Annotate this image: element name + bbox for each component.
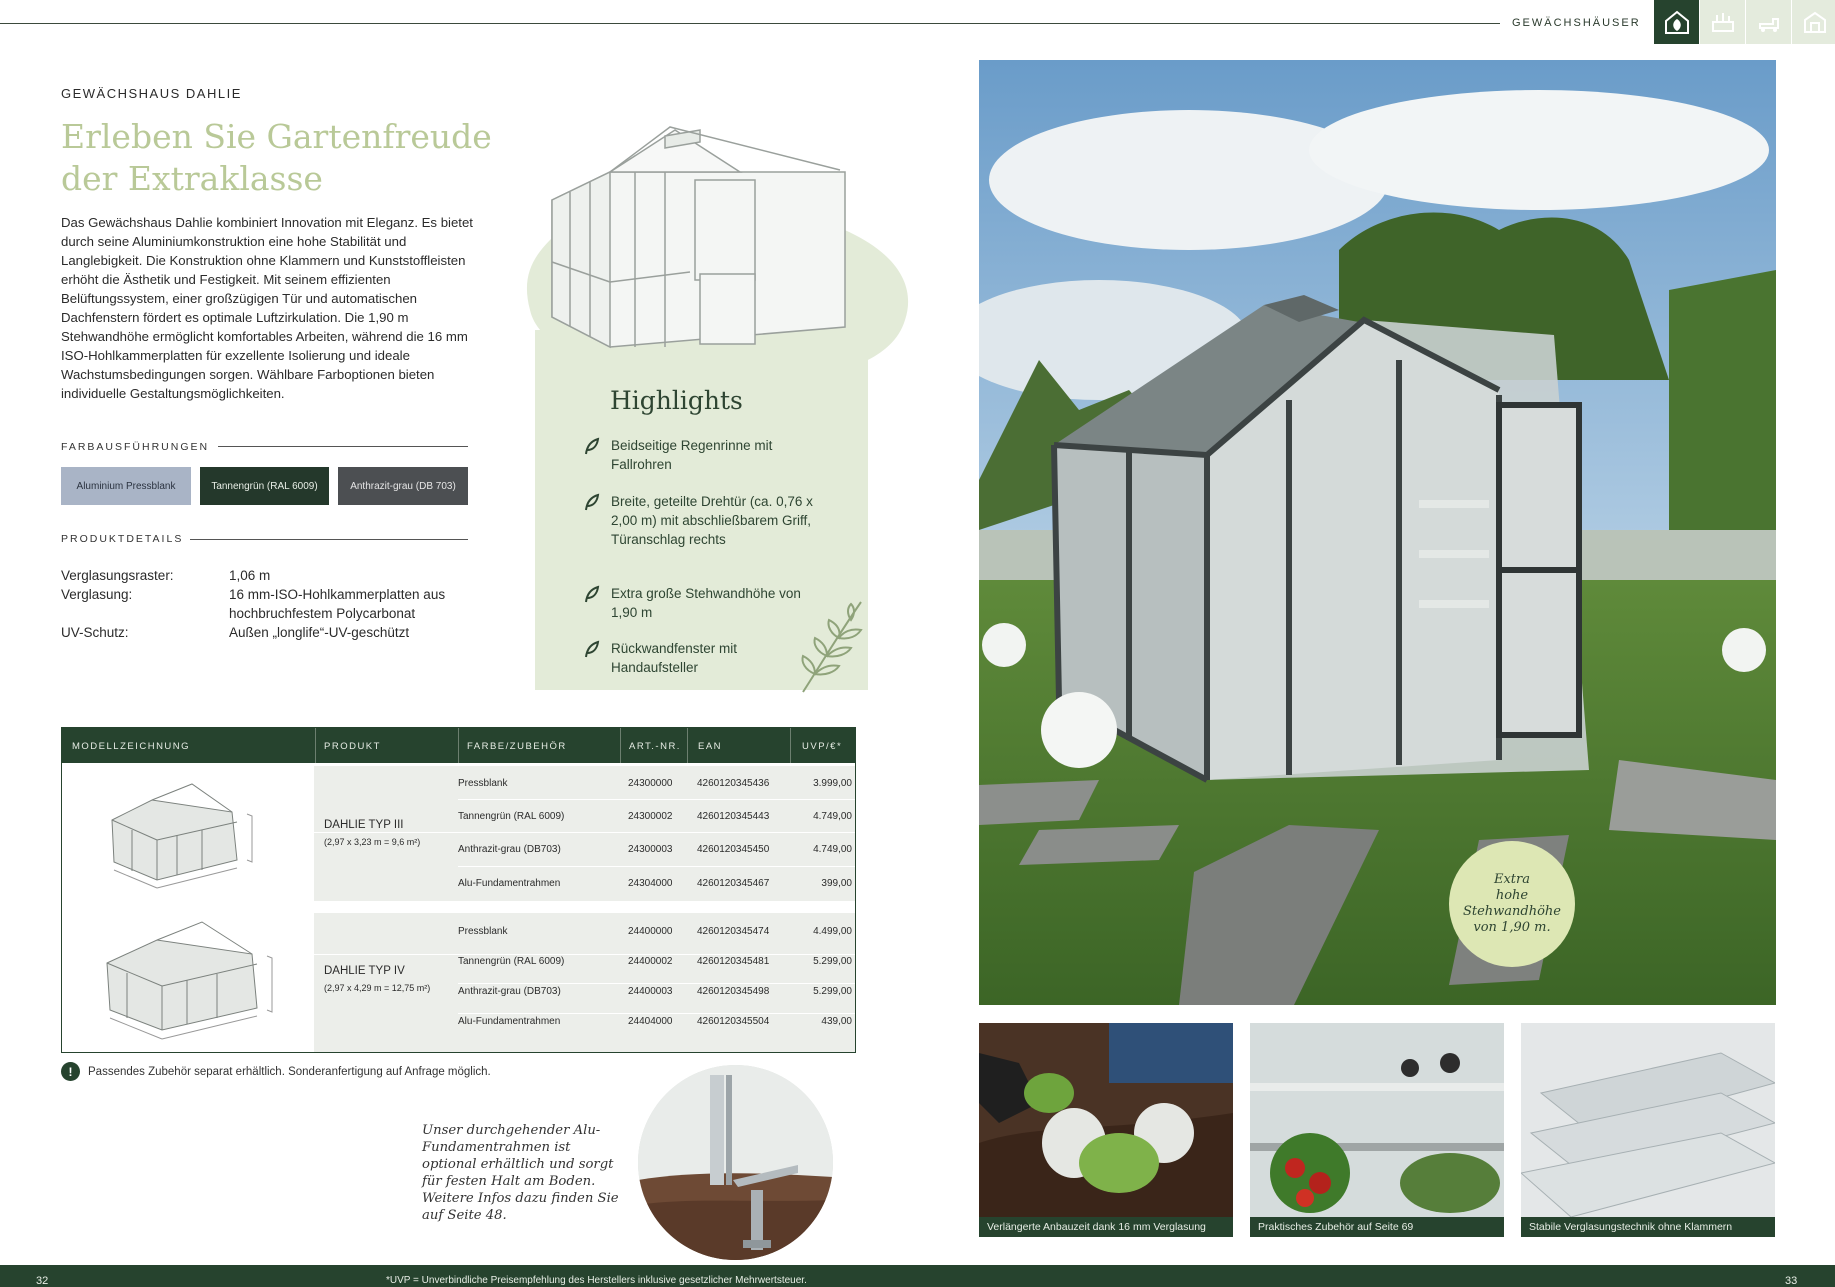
badge-line-2: hohe	[1495, 888, 1529, 903]
section-title: GEWÄCHSHÄUSER	[1512, 17, 1641, 29]
col-separator	[315, 728, 316, 763]
cell-art-nr: 24300002	[628, 811, 673, 822]
col-separator	[790, 728, 791, 763]
detail-row	[61, 585, 481, 623]
highlights-title: Highlights	[610, 386, 743, 415]
row-rule	[314, 954, 855, 955]
col-header-color: FARBE/ZUBEHÖR	[467, 741, 567, 752]
cell-ean: 4260120345450	[697, 844, 770, 855]
cell-art-nr: 24400002	[628, 956, 673, 967]
cell-ean: 4260120345467	[697, 878, 770, 889]
row-rule	[458, 799, 855, 800]
cell-color: Pressblank	[458, 926, 508, 937]
cell-ean: 4260120345504	[697, 1016, 770, 1027]
model-drawing-typ-iii-image	[102, 780, 292, 890]
leaf-icon	[584, 492, 611, 549]
detail-key: Verglasung:	[61, 587, 133, 602]
table-header	[62, 728, 855, 763]
accessory-note	[61, 1062, 491, 1081]
headline-line-2: der Extraklasse	[61, 159, 323, 198]
page-number-left: 32	[36, 1275, 49, 1287]
raised-bed-icon[interactable]	[1700, 0, 1745, 44]
col-header-product: PRODUKT	[324, 741, 381, 752]
color-option-anthrazit[interactable]: Anthrazit-grau (DB 703)	[338, 467, 468, 505]
cell-ean: 4260120345474	[697, 926, 770, 937]
row-rule	[458, 983, 855, 984]
cell-price: 4.749,00	[813, 844, 852, 855]
detail-key: UV-Schutz:	[61, 625, 129, 640]
col-header-model-drawing: MODELLZEICHNUNG	[72, 741, 191, 752]
highlight-text: Beidseitige Regenrinne mit Fallrohren	[611, 438, 773, 472]
cell-price: 399,00	[821, 878, 852, 889]
model-title: DAHLIE TYP IV	[324, 965, 405, 977]
accessories-photo	[1250, 1023, 1504, 1217]
col-header-art-nr: ART.-NR.	[629, 741, 681, 752]
leaf-icon	[584, 436, 611, 474]
footer-footnote: *UVP = Unverbindliche Preisempfehlung des Herstellers inklusive gesetzlicher Mehrwertsteuer.	[386, 1275, 807, 1286]
foundation-caption: Unser durchgehender Alu-Fundamentrahmen ist optional erhältlich und sorgt für festen Halt am Boden. Weitere Infos dazu finden Sie auf Seite 48.	[422, 1123, 619, 1223]
footer-bar	[0, 1265, 1835, 1287]
detail-key: Verglasungsraster:	[61, 568, 174, 583]
model-drawing-typ-iv-image	[102, 918, 292, 1043]
cell-art-nr: 24400000	[628, 926, 673, 937]
row-rule	[458, 1013, 855, 1014]
leaf-icon	[584, 584, 611, 622]
details-label: PRODUKTDETAILS	[61, 533, 184, 545]
thumb-caption: Stabile Verglasungstechnik ohne Klammern	[1521, 1217, 1775, 1237]
model-name	[324, 965, 430, 995]
garden-tools-icon[interactable]	[1746, 0, 1791, 44]
cell-art-nr: 24400003	[628, 986, 673, 997]
cell-ean: 4260120345498	[697, 986, 770, 997]
badge-line-3: Stehwandhöhe	[1462, 904, 1562, 919]
details-rule	[190, 539, 468, 540]
cell-ean: 4260120345443	[697, 811, 770, 822]
color-option-aluminium[interactable]: Aluminium Pressblank	[61, 467, 191, 505]
highlight-text: Extra große Stehwandhöhe von 1,90 m	[611, 586, 801, 620]
cell-price: 439,00	[821, 1016, 852, 1027]
leaf-icon	[584, 639, 611, 677]
row-rule	[458, 866, 855, 867]
model-size: (2,97 x 4,29 m = 12,75 m²)	[324, 983, 431, 993]
badge-line-4: von 1,90 m.	[1473, 920, 1551, 935]
col-header-uvp: UVP/€*	[802, 741, 843, 752]
page-headline	[61, 116, 501, 200]
cell-price: 4.499,00	[813, 926, 852, 937]
cell-price: 5.299,00	[813, 986, 852, 997]
cell-color: Alu-Fundamentrahmen	[458, 1016, 561, 1027]
detail-value: 1,06 m	[229, 568, 271, 583]
category-nav	[1653, 0, 1835, 44]
cell-art-nr: 24404000	[628, 1016, 673, 1027]
thumb-caption: Praktisches Zubehör auf Seite 69	[1250, 1217, 1504, 1237]
colors-label: FARBAUSFÜHRUNGEN	[61, 441, 210, 453]
col-separator	[458, 728, 459, 763]
cell-ean: 4260120345436	[697, 778, 770, 789]
detail-row	[61, 623, 481, 642]
model-title: DAHLIE TYP III	[324, 819, 404, 831]
top-rule	[0, 23, 1500, 24]
detail-row	[61, 566, 481, 585]
cell-art-nr: 24304000	[628, 878, 673, 889]
highlight-item	[584, 639, 814, 677]
fern-icon	[795, 598, 867, 694]
intro-text: Das Gewächshaus Dahlie kombiniert Innovation mit Eleganz. Es bietet durch seine Aluminiumkonstruktion eine hohe Stabilität und Langlebigkeit. Die Konstruktion ohne Klammern und Kunststoffleisten erhöht die Ästhetik und Festigkeit. Mit seinem effizienten Belüftungssystem, einer großzügigen Tür und automatischen Dachfenstern fördert es optimale Luftzirkulation. Die 1,90 m Stehwandhöhe ermöglicht komfortables Arbeiten, während die 16 mm ISO-Hohlkammerplatten für exzellente Isolierung und ideale Wachstumsbedingungen sorgen. Wählbare Farboptionen bieten individuelle Gestaltungsmöglichkeiten.	[61, 215, 473, 401]
highlight-text: Breite, geteilte Drehtür (ca. 0,76 x 2,00 m) mit abschließbarem Griff, Türanschlag rechts	[611, 494, 813, 547]
accessory-note-text: Passendes Zubehör separat erhältlich. Sonderanfertigung auf Anfrage möglich.	[88, 1065, 491, 1078]
garden-shed-icon[interactable]	[1792, 0, 1835, 44]
product-eyebrow: GEWÄCHSHAUS DAHLIE	[61, 86, 242, 101]
cell-price: 4.749,00	[813, 811, 852, 822]
highlight-item	[584, 436, 814, 474]
cell-art-nr: 24300000	[628, 778, 673, 789]
col-header-ean: EAN	[698, 741, 723, 752]
cell-art-nr: 24300003	[628, 844, 673, 855]
info-icon: !	[61, 1062, 80, 1081]
cell-price: 5.299,00	[813, 956, 852, 967]
detail-value: Außen „longlife“-UV-geschützt	[229, 625, 410, 640]
col-separator	[687, 728, 688, 763]
greenhouse-icon[interactable]	[1654, 0, 1699, 44]
height-badge	[1449, 841, 1575, 967]
thumb-caption: Verlängerte Anbauzeit dank 16 mm Verglasung	[979, 1217, 1233, 1237]
highlight-text: Rückwandfenster mit Handaufsteller	[611, 641, 738, 675]
cell-ean: 4260120345481	[697, 956, 770, 967]
model-size: (2,97 x 3,23 m = 9,6 m²)	[324, 837, 421, 847]
highlight-item	[584, 492, 814, 549]
product-details	[61, 566, 481, 642]
greenhouse-sketch-image	[540, 122, 860, 362]
model-name	[324, 819, 420, 849]
cell-color: Tannengrün (RAL 6009)	[458, 956, 565, 967]
highlight-item	[584, 584, 814, 622]
cell-price: 3.999,00	[813, 778, 852, 789]
headline-line-1: Erleben Sie Gartenfreude	[61, 117, 492, 156]
page-number-right: 33	[1785, 1275, 1798, 1287]
color-option-tannengruen[interactable]: Tannengrün (RAL 6009)	[200, 467, 329, 505]
cell-color: Anthrazit-grau (DB703)	[458, 844, 561, 855]
col-separator	[620, 728, 621, 763]
cell-color: Alu-Fundamentrahmen	[458, 878, 561, 889]
glazing-photo	[1521, 1023, 1775, 1217]
detail-value: 16 mm-ISO-Hohlkammerplatten aus hochbruchfestem Polycarbonat	[229, 587, 446, 621]
badge-line-1: Extra	[1493, 872, 1530, 887]
price-table	[61, 727, 856, 1053]
colors-rule	[218, 446, 468, 447]
foundation-frame-photo	[638, 1065, 833, 1260]
cell-color: Anthrazit-grau (DB703)	[458, 986, 561, 997]
planting-photo	[979, 1023, 1233, 1217]
cell-color: Pressblank	[458, 778, 508, 789]
cell-color: Tannengrün (RAL 6009)	[458, 811, 565, 822]
hero-greenhouse-photo	[979, 60, 1776, 1005]
